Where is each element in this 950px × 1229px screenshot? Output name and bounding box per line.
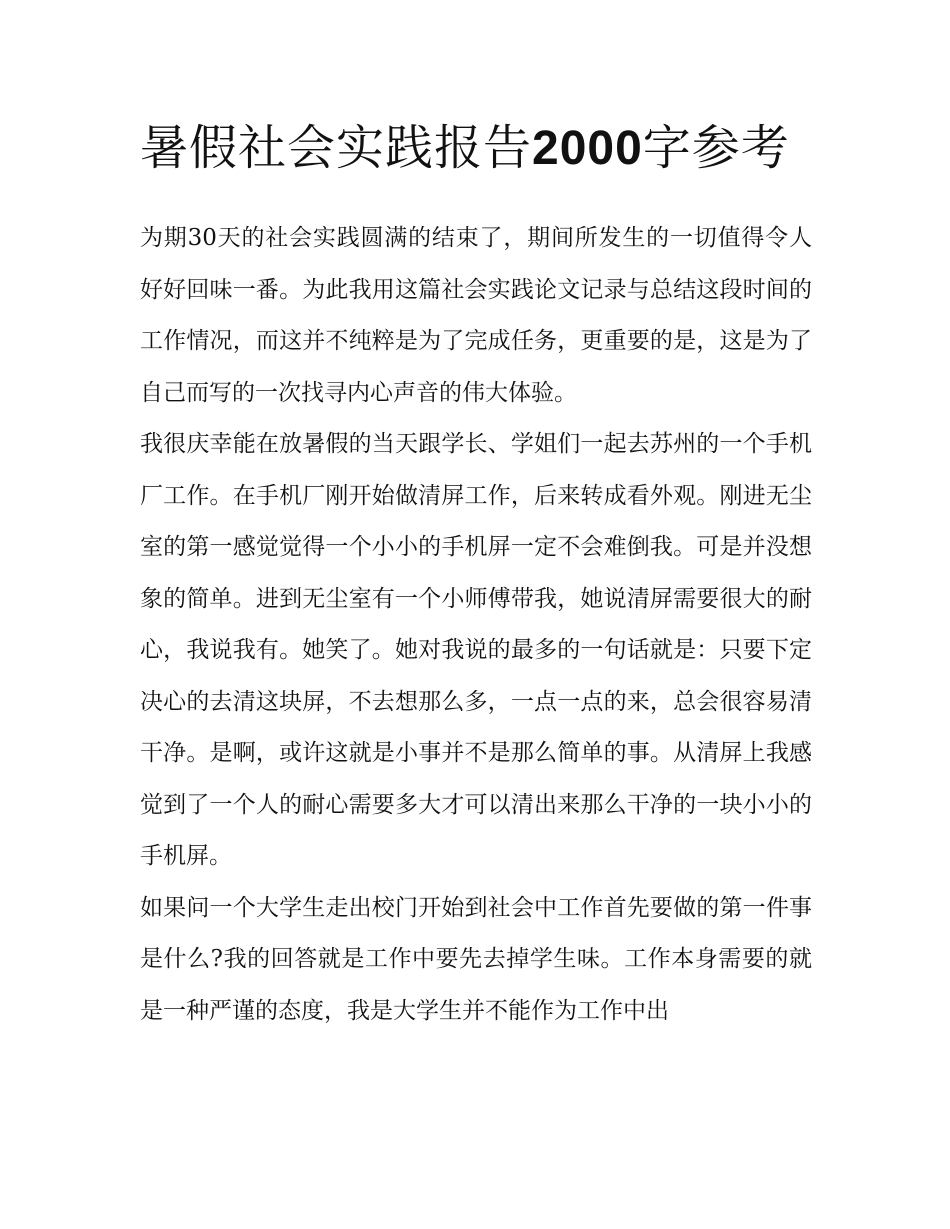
paragraph-3: 如果问一个大学生走出校门开始到社会中工作首先要做的第一件事是什么?我的回答就是工作中要先去掉学生味。工作本身需要的就是一种严谨的态度，我是大学生并不能作为工作中出 [140,894,812,1024]
title-number: 2000 [532,122,643,175]
document-page [140,112,812,1037]
paragraph-2: 我很庆幸能在放暑假的当天跟学长、学姐们一起去苏州的一个手机厂工作。在手机厂刚开始做清屏工作，后来转成看外观。刚进无尘室的第一感觉觉得一个小小的手机屏一定不会难倒我。可是并没想象的简单。进到无尘室有一个小师傅带我，她说清屏需要很大的耐心，我说我有。她笑了。她对我说的最多的一句话就是：只要下定决心的去清这块屏，不去想那么多，一点一点的来，总会很容易清干净。是啊，或许这就是小事并不是那么简单的事。从清屏上我感觉到了一个人的耐心需要多大才可以清出来那么干净的一块小小的手机屏。 [140,431,812,869]
document-body [140,213,812,1037]
paragraph-1: 为期30天的社会实践圆满的结束了，期间所发生的一切值得令人好好回味一番。为此我用这篇社会实践论文记录与总结这段时间的工作情况，而这并不纯粹是为了完成任务，更重要的是，这是为了自己而写的一次找寻内心声音的伟大体验。 [140,225,812,406]
title-text-part1: 暑假社会实践报告 [140,120,533,176]
document-title [140,112,812,185]
title-text-part2: 字参考 [642,120,790,176]
